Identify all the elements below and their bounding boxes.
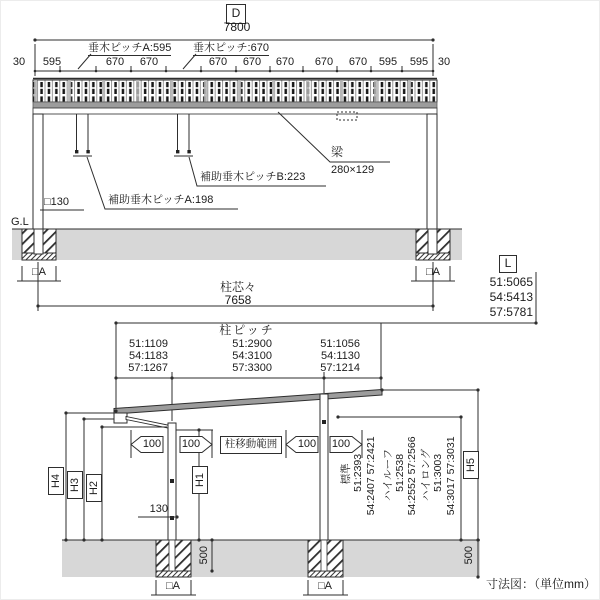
length-value: 54:5413	[489, 290, 533, 304]
post-pitch-value: 51:1109	[129, 338, 168, 350]
footing-dim-label: □A	[166, 580, 180, 592]
rafter-pitch-a-label: 垂木ピッチA:595	[88, 42, 171, 56]
segment-dim: 30	[437, 56, 451, 68]
segment-dim: 670	[242, 56, 262, 68]
front-roof-band	[33, 79, 437, 121]
segment-dim: 670	[139, 56, 159, 68]
height-option-name: ハイロング	[420, 448, 433, 502]
footing-dim-label: □A	[426, 266, 440, 278]
height-marker-h1: H1	[192, 466, 208, 494]
height-option-name: 標準	[340, 463, 353, 485]
segment-dim: 670	[314, 56, 334, 68]
height-option-value: 54:2552 57:2566	[406, 436, 419, 516]
footing-depth-dim: 500	[197, 545, 210, 565]
post-pitch-value: 54:1130	[321, 350, 360, 362]
post-pitch-value: 57:1214	[320, 362, 360, 374]
ground-line-label: G.L	[11, 216, 29, 228]
post-pitch-value: 54:3100	[232, 350, 272, 362]
segment-dim: 670	[208, 56, 228, 68]
span-value: 7658	[224, 293, 252, 307]
height-marker-h5: H5	[463, 451, 479, 479]
rafter-pitch-label: 垂木ピッチ:670	[193, 42, 269, 56]
height-marker-h2: H2	[86, 474, 102, 502]
height-option-name: ハイルーフ	[382, 448, 395, 501]
segment-dim: 595	[378, 56, 398, 68]
segment-dim: 670	[275, 56, 295, 68]
post-pitch-title: 柱ピッチ	[219, 323, 275, 337]
height-option-value: 54:2407 57:2421	[365, 436, 378, 516]
side-ground	[62, 540, 480, 577]
segment-dim: 595	[409, 56, 429, 68]
overall-width-dim: 7800	[223, 20, 251, 34]
footing-dim-label: □A	[318, 580, 332, 592]
post-width-dim: 130	[149, 503, 168, 515]
segment-dim: 670	[105, 56, 125, 68]
aux-rafter-pitch-b-label: 補助垂木ピッチB:223	[200, 171, 306, 183]
front-dim-footings	[17, 266, 455, 281]
post-pitch-value: 57:3300	[232, 362, 272, 374]
height-option-value: 51:2538	[394, 453, 407, 492]
segment-dim: 595	[42, 56, 62, 68]
height-option-value: 54:3017 57:3031	[445, 436, 458, 516]
move-range-value: 100	[142, 438, 162, 450]
drawing-caption: 寸法図：（単位mm）	[486, 577, 596, 591]
beam-size: 280×129	[331, 164, 375, 176]
front-ground	[12, 229, 462, 260]
height-option-value: 51:2393	[352, 453, 365, 492]
post-pitch-value: 51:2900	[232, 338, 272, 350]
footing-dim-label: □A	[32, 266, 46, 278]
segment-dim: 30	[12, 56, 26, 68]
front-aux-rafters	[73, 114, 193, 156]
height-marker-h3: H3	[67, 471, 83, 499]
length-marker-l: L	[499, 255, 517, 273]
front-leaders	[40, 112, 390, 210]
move-range-value: 100	[331, 438, 351, 450]
section-marker-d: D	[226, 4, 246, 24]
length-value: 57:5781	[489, 305, 533, 319]
move-range-value: 100	[297, 438, 317, 450]
aux-rafter-pitch-a-label: 補助垂木ピッチA:198	[108, 194, 214, 206]
move-range-label: 柱移動範囲	[220, 436, 282, 454]
post-pitch-value: 54:1183	[129, 350, 168, 362]
post-pitch-value: 57:1267	[128, 362, 168, 374]
move-range-value: 100	[181, 438, 201, 450]
post-size-label: □130	[44, 196, 69, 208]
footing-depth-dim: 500	[462, 545, 475, 565]
beam-label: 梁	[331, 145, 344, 159]
height-option-value: 51:3003	[432, 453, 445, 492]
side-roof	[114, 390, 382, 429]
segment-dim: 670	[348, 56, 368, 68]
post-pitch-value: 51:1056	[320, 338, 360, 350]
length-value: 51:5065	[489, 275, 533, 289]
span-label: 柱芯々	[219, 280, 256, 294]
height-marker-h4: H4	[48, 467, 64, 495]
